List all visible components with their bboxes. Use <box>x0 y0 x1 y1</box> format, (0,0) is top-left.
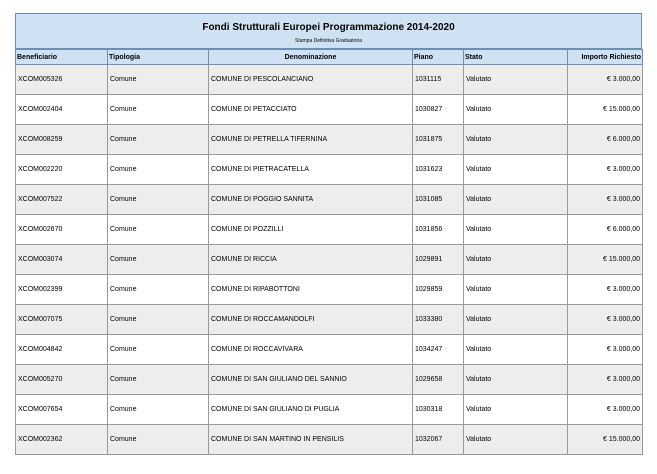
cell-beneficiario: XCOM007654 <box>16 395 108 425</box>
cell-importo: € 15.000,00 <box>568 245 643 275</box>
table-row <box>16 95 643 125</box>
cell-piano: 1031115 <box>413 65 464 95</box>
table-row <box>16 125 643 155</box>
table-row <box>16 155 643 185</box>
cell-importo: € 15.000,00 <box>568 425 643 455</box>
cell-tipologia: Comune <box>108 335 209 365</box>
cell-denominazione: COMUNE DI SAN MARTINO IN PENSILIS <box>209 425 413 455</box>
cell-stato: Valutato <box>464 245 568 275</box>
cell-importo: € 3.000,00 <box>568 335 643 365</box>
column-header-tipologia: Tipologia <box>108 50 209 65</box>
report-sheet <box>15 13 642 455</box>
table-row <box>16 275 643 305</box>
cell-beneficiario: XCOM007075 <box>16 305 108 335</box>
cell-beneficiario: XCOM005326 <box>16 65 108 95</box>
cell-importo: € 6.000,00 <box>568 125 643 155</box>
cell-stato: Valutato <box>464 65 568 95</box>
column-header-importo: Importo Richiesto <box>568 50 643 65</box>
cell-piano: 1033380 <box>413 305 464 335</box>
cell-tipologia: Comune <box>108 155 209 185</box>
cell-beneficiario: XCOM005270 <box>16 365 108 395</box>
cell-tipologia: Comune <box>108 245 209 275</box>
cell-stato: Valutato <box>464 335 568 365</box>
cell-tipologia: Comune <box>108 125 209 155</box>
cell-beneficiario: XCOM003074 <box>16 245 108 275</box>
cell-denominazione: COMUNE DI ROCCAVIVARA <box>209 335 413 365</box>
cell-tipologia: Comune <box>108 95 209 125</box>
cell-beneficiario: XCOM002399 <box>16 275 108 305</box>
cell-tipologia: Comune <box>108 365 209 395</box>
cell-denominazione: COMUNE DI POGGIO SANNITA <box>209 185 413 215</box>
cell-tipologia: Comune <box>108 215 209 245</box>
cell-stato: Valutato <box>464 95 568 125</box>
cell-beneficiario: XCOM004842 <box>16 335 108 365</box>
cell-importo: € 3.000,00 <box>568 305 643 335</box>
cell-piano: 1031856 <box>413 215 464 245</box>
cell-denominazione: COMUNE DI PESCOLANCIANO <box>209 65 413 95</box>
cell-beneficiario: XCOM002404 <box>16 95 108 125</box>
table-row <box>16 245 643 275</box>
cell-importo: € 6.000,00 <box>568 215 643 245</box>
cell-tipologia: Comune <box>108 395 209 425</box>
cell-piano: 1032067 <box>413 425 464 455</box>
cell-piano: 1031875 <box>413 125 464 155</box>
table-row <box>16 365 643 395</box>
cell-importo: € 3.000,00 <box>568 185 643 215</box>
column-header-beneficiario: Beneficiario <box>16 50 108 65</box>
table-row <box>16 305 643 335</box>
column-header-piano: Piano <box>413 50 464 65</box>
cell-tipologia: Comune <box>108 305 209 335</box>
cell-denominazione: COMUNE DI SAN GIULIANO DEL SANNIO <box>209 365 413 395</box>
cell-piano: 1029859 <box>413 275 464 305</box>
cell-stato: Valutato <box>464 185 568 215</box>
cell-denominazione: COMUNE DI PIETRACATELLA <box>209 155 413 185</box>
cell-beneficiario: XCOM002220 <box>16 155 108 185</box>
table-row <box>16 335 643 365</box>
cell-importo: € 3.000,00 <box>568 365 643 395</box>
cell-denominazione: COMUNE DI ROCCAMANDOLFI <box>209 305 413 335</box>
cell-tipologia: Comune <box>108 65 209 95</box>
cell-stato: Valutato <box>464 125 568 155</box>
cell-importo: € 3.000,00 <box>568 395 643 425</box>
cell-tipologia: Comune <box>108 425 209 455</box>
cell-importo: € 15.000,00 <box>568 95 643 125</box>
cell-tipologia: Comune <box>108 185 209 215</box>
cell-stato: Valutato <box>464 305 568 335</box>
cell-stato: Valutato <box>464 155 568 185</box>
cell-tipologia: Comune <box>108 275 209 305</box>
cell-stato: Valutato <box>464 275 568 305</box>
table-row <box>16 215 643 245</box>
cell-piano: 1031623 <box>413 155 464 185</box>
table-row <box>16 185 643 215</box>
table-row <box>16 65 643 95</box>
cell-denominazione: COMUNE DI PETACCIATO <box>209 95 413 125</box>
cell-beneficiario: XCOM002670 <box>16 215 108 245</box>
cell-denominazione: COMUNE DI SAN GIULIANO DI PUGLIA <box>209 395 413 425</box>
cell-denominazione: COMUNE DI RIPABOTTONI <box>209 275 413 305</box>
cell-importo: € 3.000,00 <box>568 155 643 185</box>
cell-denominazione: COMUNE DI POZZILLI <box>209 215 413 245</box>
report-header <box>15 13 642 49</box>
cell-denominazione: COMUNE DI PETRELLA TIFERNINA <box>209 125 413 155</box>
cell-stato: Valutato <box>464 215 568 245</box>
report-title: Fondi Strutturali Europei Programmazione 2014-2020 <box>202 22 455 33</box>
column-header-stato: Stato <box>464 50 568 65</box>
cell-beneficiario: XCOM008259 <box>16 125 108 155</box>
report-subtitle: Stampa Definitiva Graduatoria <box>295 38 362 44</box>
cell-piano: 1034247 <box>413 335 464 365</box>
cell-stato: Valutato <box>464 425 568 455</box>
table-header-row <box>16 50 643 65</box>
cell-piano: 1029658 <box>413 365 464 395</box>
cell-piano: 1030827 <box>413 95 464 125</box>
cell-importo: € 3.000,00 <box>568 275 643 305</box>
cell-piano: 1030318 <box>413 395 464 425</box>
cell-beneficiario: XCOM002362 <box>16 425 108 455</box>
results-table <box>15 49 643 455</box>
table-row <box>16 425 643 455</box>
column-header-denominazione: Denominazione <box>209 50 413 65</box>
cell-stato: Valutato <box>464 395 568 425</box>
cell-beneficiario: XCOM007522 <box>16 185 108 215</box>
table-row <box>16 395 643 425</box>
cell-denominazione: COMUNE DI RICCIA <box>209 245 413 275</box>
cell-importo: € 3.000,00 <box>568 65 643 95</box>
cell-stato: Valutato <box>464 365 568 395</box>
cell-piano: 1031085 <box>413 185 464 215</box>
cell-piano: 1029891 <box>413 245 464 275</box>
